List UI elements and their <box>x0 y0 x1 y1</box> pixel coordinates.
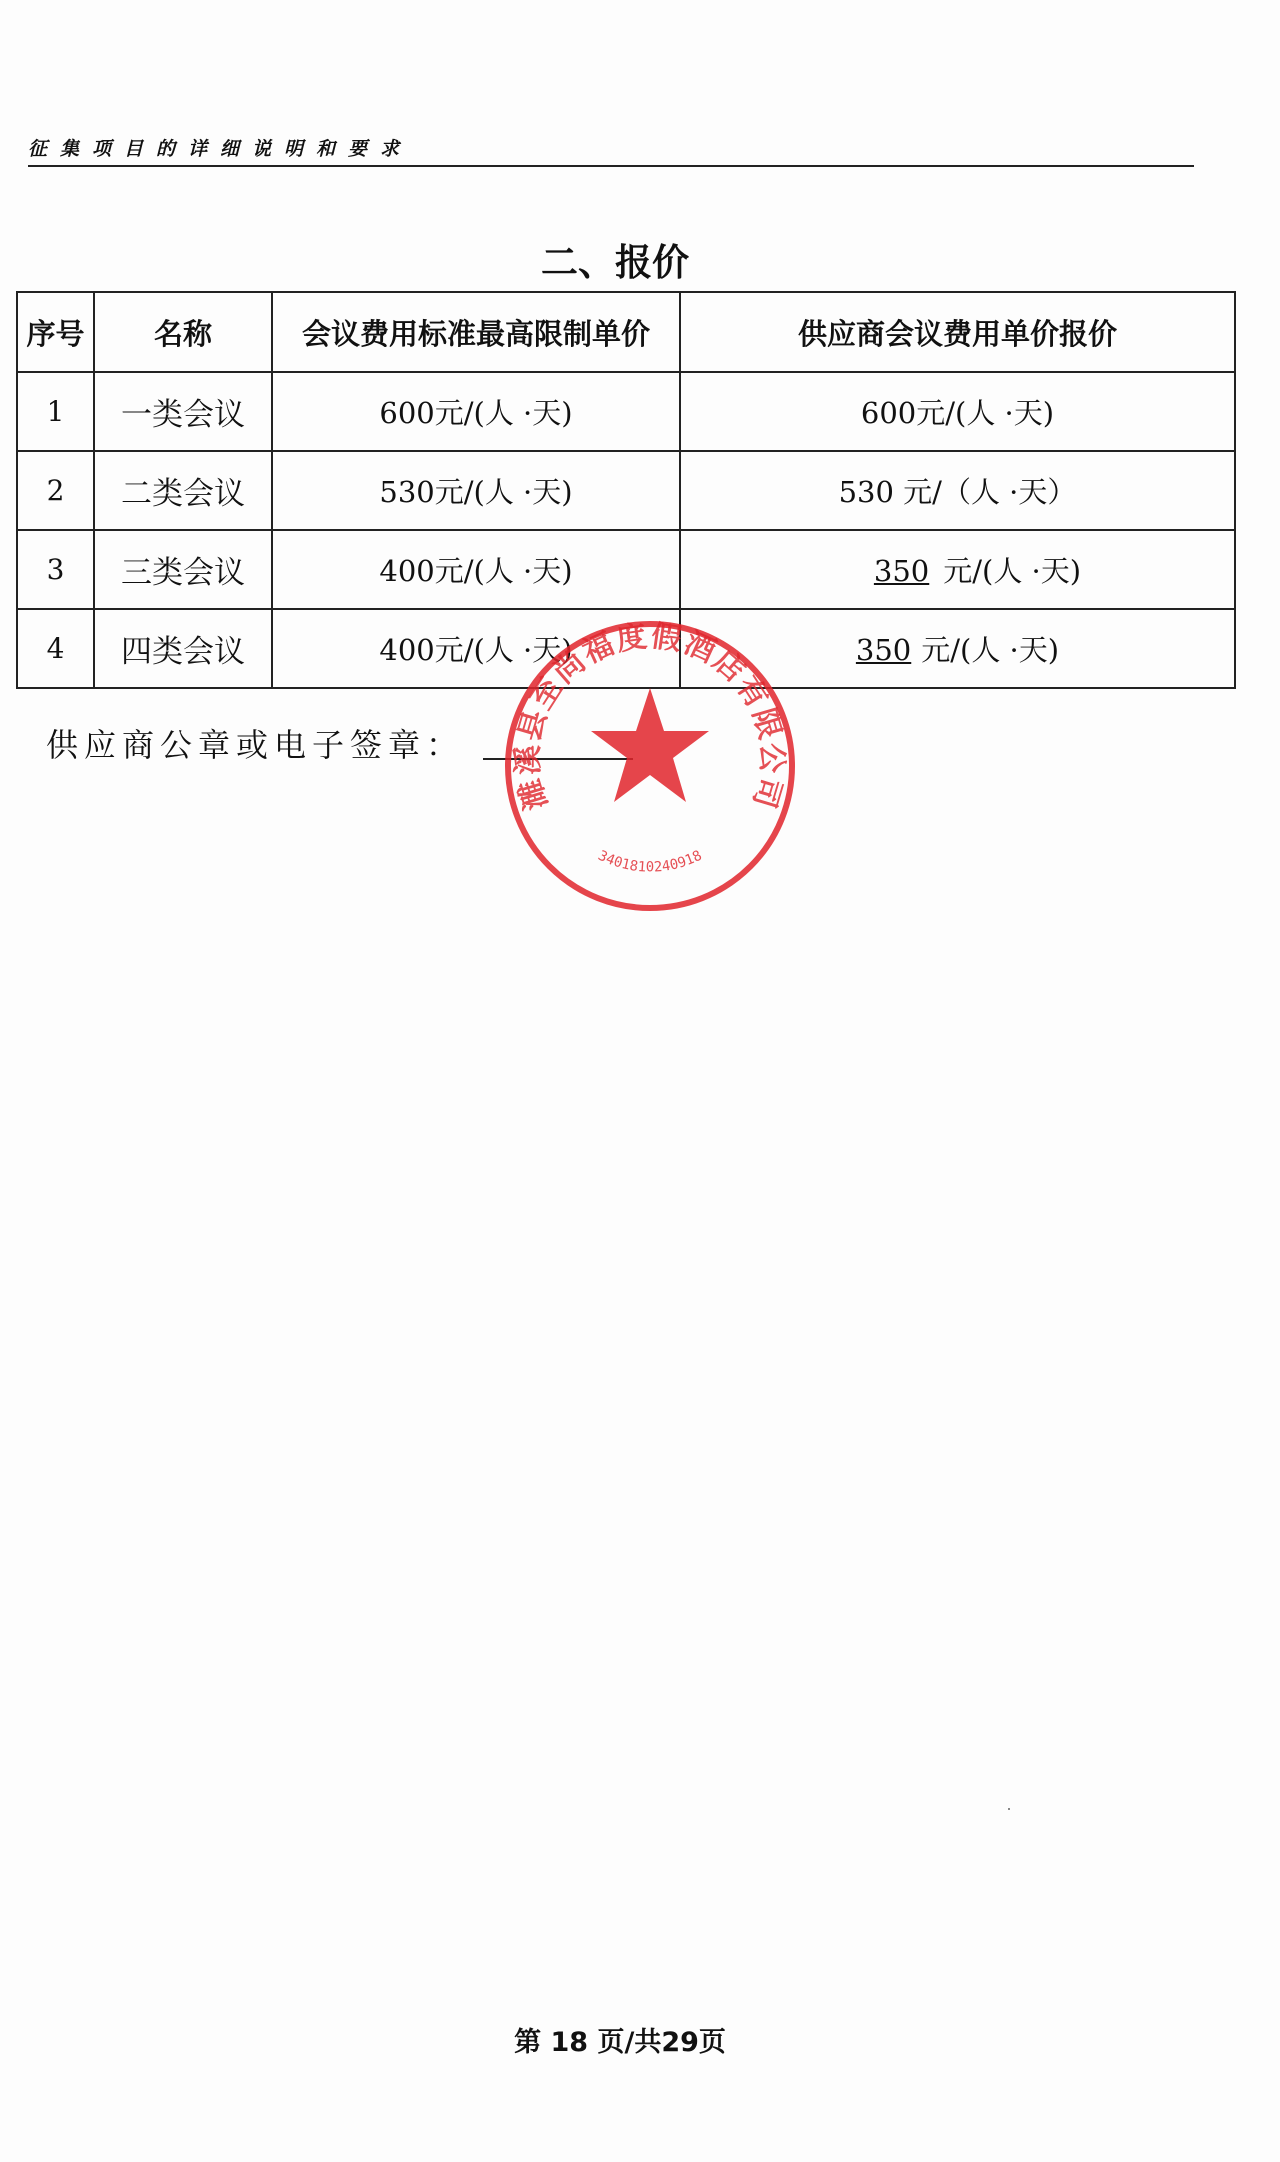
row-index: 2 <box>17 451 94 530</box>
quote-unit: 元/(人 ·天) <box>943 554 1082 588</box>
quote-value: 350 <box>855 633 912 667</box>
table-row <box>17 372 1235 451</box>
max-price: 400元/(人 ·天) <box>272 609 680 688</box>
quote-unit: 530 元/（人 ·天） <box>838 475 1077 509</box>
table-row <box>17 530 1235 609</box>
column-header-name: 名称 <box>94 292 272 372</box>
supplier-quote <box>680 451 1235 530</box>
max-price: 530元/(人 ·天) <box>272 451 680 530</box>
signature-label: 供应商公章或电子签章： <box>46 726 465 764</box>
row-index: 4 <box>17 609 94 688</box>
seal-number-text: 3401810240918 <box>595 847 705 876</box>
row-index: 3 <box>17 530 94 609</box>
quote-unit: 600元/(人 ·天) <box>860 396 1055 430</box>
meeting-type: 四类会议 <box>94 609 272 688</box>
quote-value: 350 <box>873 554 930 588</box>
meeting-type: 二类会议 <box>94 451 272 530</box>
seal-company-text: 濉溪县至尚福度假酒店有限公司 <box>510 618 790 814</box>
column-header-max-price: 会议费用标准最高限制单价 <box>272 292 680 372</box>
max-price: 400元/(人 ·天) <box>272 530 680 609</box>
section-title: 二、报价 <box>541 241 689 284</box>
table-header-row <box>17 292 1235 372</box>
running-header: 征集项目的详细说明和要求 <box>28 134 1194 167</box>
meeting-type: 三类会议 <box>94 530 272 609</box>
supplier-quote <box>680 530 1235 609</box>
column-header-index: 序号 <box>17 292 94 372</box>
max-price: 600元/(人 ·天) <box>272 372 680 451</box>
supplier-quote <box>680 372 1235 451</box>
page-number: 第 18 页/共29页 <box>514 2027 726 2058</box>
quote-unit: 元/(人 ·天) <box>921 633 1060 667</box>
seal-star-icon <box>591 688 709 802</box>
row-index: 1 <box>17 372 94 451</box>
table-row <box>17 451 1235 530</box>
column-header-supplier-quote: 供应商会议费用单价报价 <box>680 292 1235 372</box>
company-seal <box>500 616 800 916</box>
meeting-type: 一类会议 <box>94 372 272 451</box>
scan-speck <box>1008 1808 1010 1810</box>
svg-text:3401810240918 <box>595 848 704 876</box>
